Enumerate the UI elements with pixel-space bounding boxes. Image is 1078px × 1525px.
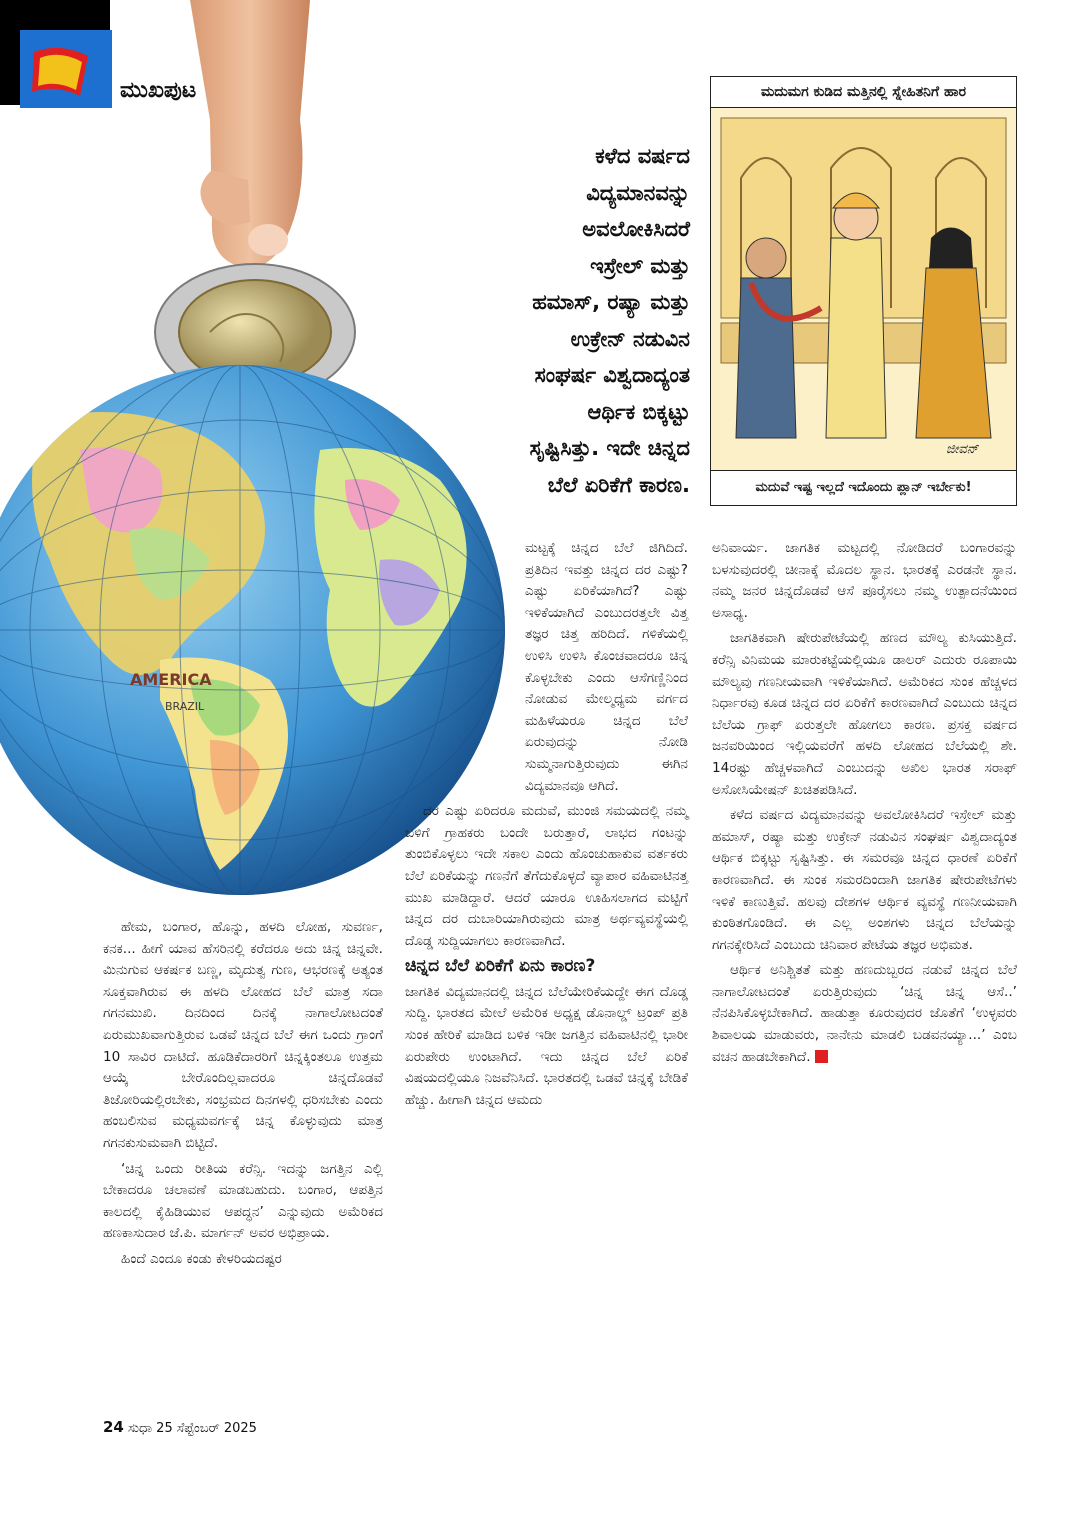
article-paragraph: ‘ಚಿನ್ನ ಒಂದು ರೀತಿಯ ಕರೆನ್ಸಿ. ಇದನ್ನು ಜಗತ್ತಿನ ಎಲ್ಲಿ ಬೇಕಾದರೂ ಚಲಾವಣೆ ಮಾಡಬಹುದು. ಬಂಗಾರ, ಆಪತ್ತಿನ ಕಾಲದಲ್ಲಿ ಕೈಹಿಡಿಯುವ ಆಪದ್ಧನ’ ಎನ್ನುವುದು ಅಮೆರಿಕದ ಹಣಕಾಸುದಾರ ಜೆ.ಪಿ. ಮಾರ್ಗನ್ ಅವರ ಅಭಿಪ್ರಾಯ. <box>103 1160 383 1242</box>
article-paragraph: ಅನಿವಾರ್ಯ. ಜಾಗತಿಕ ಮಟ್ಟದಲ್ಲಿ ನೋಡಿದರೆ ಬಂಗಾರವನ್ನು ಬಳಸುವುದರಲ್ಲಿ ಚೀನಾಕ್ಕೆ ಮೊದಲ ಸ್ಥಾನ. ಭಾರತಕ್ಕೆ ಎರಡನೇ ಸ್ಥಾನ. ನಮ್ಮ ಜನರ ಚಿನ್ನದೊಡವೆ ಆಸೆ ಪೂರೈಸಲು ನಮ್ಮ ಉತ್ಪಾದನೆಯಿಂದ ಅಸಾಧ್ಯ. <box>712 540 1017 621</box>
cartoonist-signature: ಜೀವನ್ <box>946 442 979 457</box>
article-paragraph: ಹೇಮ, ಬಂಗಾರ, ಹೊನ್ನು, ಹಳದಿ ಲೋಹ, ಸುವರ್ಣ, ಕನಕ... ಹೀಗೆ ಯಾವ ಹೆಸರಿನಲ್ಲಿ ಕರೆದರೂ ಅದು ಚಿನ್ನ ಚಿನ್ನವೇ. ಮಿನುಗುವ ಆಕರ್ಷಕ ಬಣ್ಣ, ಮೃದುತ್ವ ಗುಣ, ಆಭರಣಕ್ಕೆ ಅತ್ಯಂತ ಸೂಕ್ತವಾಗಿರುವ ಈ ಹಳದಿ ಲೋಹದ ಬೆಲೆ ಮಾತ್ರ ಸದಾ ಗಗನಮುಖಿ. ದಿನದಿಂದ ದಿನಕ್ಕೆ ನಾಗಾಲೋಟದಂತೆ ಏರುಮುಖವಾಗುತ್ತಿರುವ ಒಡವೆ ಚಿನ್ನದ ಬೆಲೆ ಈಗ ಒಂದು ಗ್ರಾಂಗೆ 10 ಸಾವಿರ ದಾಟಿದೆ. ಹೂಡಿಕೆದಾರರಿಗೆ ಚಿನ್ನಕ್ಕಿಂತಲೂ ಉತ್ತಮ ಆಯ್ಕೆ ಬೇರೊಂದಿಲ್ಲವಾದರೂ ಚಿನ್ನದೊಡವೆ ತಿಜೋರಿಯಲ್ಲಿರಬೇಕು, ಸಂಭ್ರಮದ ದಿನಗಳಲ್ಲಿ ಧರಿಸಬೇಕು ಎಂದು ಹಂಬಲಿಸುವ ಮಧ್ಯಮವರ್ಗಕ್ಕೆ ಚಿನ್ನ ಕೊಳ್ಳುವುದು ಮಾತ್ರ ಗಗನಕುಸುಮವಾಗಿ ಬಿಟ್ಟಿದೆ. <box>103 919 383 1151</box>
pull-quote-line: ಕಳೆದ ವರ್ಷದ <box>595 144 690 168</box>
pull-quote-line: ಸಂಘರ್ಷ ವಿಶ್ವದಾದ್ಯಂತ <box>534 363 690 387</box>
pull-quote-line: ಸೃಷ್ಟಿಸಿತ್ತು. ಇದೇ ಚಿನ್ನದ <box>529 436 690 460</box>
pull-quote-line: ಉಕ್ರೇನ್ ನಡುವಿನ <box>570 326 690 351</box>
magazine-issue: ಸುಧಾ 25 ಸೆಪ್ಟೆಂಬರ್ 2025 <box>128 1421 257 1436</box>
article-paragraph <box>712 960 1017 1068</box>
pull-quote-line: ಅವಲೋಕಿಸಿದರೆ <box>582 217 690 241</box>
pull-quote-line: ವಿದ್ಯಮಾನವನ್ನು <box>586 180 690 205</box>
article-paragraph: ಹಿಂದೆ ಎಂದೂ ಕಂಡು ಕೇಳರಿಯದಷ್ಟರ <box>121 1250 282 1267</box>
cartoon-panel <box>710 76 1017 506</box>
logo-book-icon <box>30 42 92 100</box>
article-column-left <box>103 917 383 1275</box>
hand-illustration <box>150 0 320 300</box>
page-folio <box>103 1418 257 1436</box>
pull-quote <box>440 138 690 503</box>
page-number: 24 <box>103 1418 124 1436</box>
pull-quote-line: ಹಮಾಸ್, ರಷ್ಯಾ ಮತ್ತು <box>532 290 690 314</box>
cartoon-illustration <box>711 108 1016 470</box>
article-subheading: ಚಿನ್ನದ ಬೆಲೆ ಏರಿಕೆಗೆ ಏನು ಕಾರಣ? <box>405 956 596 977</box>
globe-label-brazil: BRAZIL <box>165 700 205 713</box>
pull-quote-line: ಇಸ್ರೇಲ್ ಮತ್ತು <box>590 253 690 278</box>
pull-quote-line: ಆರ್ಥಿಕ ಬಿಕ್ಕಟ್ಟು <box>587 399 690 424</box>
article-paragraph: ಜಾಗತಿಕವಾಗಿ ಷೇರುಪೇಟೆಯಲ್ಲಿ ಹಣದ ಮೌಲ್ಯ ಕುಸಿಯುತ್ತಿದೆ. ಕರೆನ್ಸಿ ವಿನಿಮಯ ಮಾರುಕಟ್ಟೆಯಲ್ಲಿಯೂ ಡಾಲರ್ ಎದುರು ರೂಪಾಯಿ ಮೌಲ್ಯವು ಗಣನೀಯವಾಗಿ ಇಳಿಕೆಯಾಗಿದೆ. ಅಮೆರಿಕದ ಸುಂಕ ಹೆಚ್ಚಳದ ನಿರ್ಧಾರವು ಕೂಡ ಚಿನ್ನದ ದರ ಏರಿಕೆಗೆ ಕಾರಣವಾಗಿದೆ ಎಂಬುದು ಚಿನ್ನದ ಬೆಲೆಯ ಗ್ರಾಫ್ ಏರುತ್ತಲೇ ಹೋಗಲು ಕಾರಣ. ಪ್ರಸಕ್ತ ವರ್ಷದ ಜನವರಿಯಿಂದ ಇಲ್ಲಿಯವರೆಗೆ ಹಳದಿ ಲೋಹದ ಬೆಲೆಯಲ್ಲಿ ಶೇ. 14ರಷ್ಟು ಹೆಚ್ಚಳವಾಗಿದೆ ಎಂಬುದನ್ನು ಅಖಿಲ ಭಾರತ ಸರಾಫ್ ಅಸೋಸಿಯೇಷನ್ ಖಚಿತಪಡಿಸಿದೆ. <box>712 630 1017 798</box>
article-paragraph: ಮಟ್ಟಕ್ಕೆ ಚಿನ್ನದ ಬೆಲೆ ಜಿಗಿದಿದೆ. ಪ್ರತಿದಿನ ಇವತ್ತು ಚಿನ್ನದ ದರ ಎಷ್ಟು? ಎಷ್ಟು ಏರಿಕೆಯಾಗಿದೆ? ಎಷ್ಟು ಇಳಿಕೆಯಾಗಿದೆ ಎಂಬುದರತ್ತಲೇ ವಿತ್ತ ತಜ್ಞರ ಚಿತ್ತ ಹರಿದಿದೆ. ಗಳಿಕೆಯಲ್ಲಿ ಉಳಿಸಿ ಉಳಿಸಿ ಕೊಂಚವಾದರೂ ಚಿನ್ನ ಕೊಳ್ಳಬೇಕು ಎಂದು ಆಸೆಗಣ್ಣಿನಿಂದ ನೋಡುವ ಮೇಲ್ಮಧ್ಯಮ ವರ್ಗದ ಮಹಿಳೆಯರೂ ಚಿನ್ನದ ಬೆಲೆ ಏರುವುದನ್ನು ನೋಡಿ ಸುಮ್ಮನಾಗುತ್ತಿರುವುದು ಈಗಿನ ವಿದ್ಯಮಾನವೂ ಆಗಿದೆ. <box>525 540 688 794</box>
article-paragraph: ಜಾಗತಿಕ ವಿದ್ಯಮಾನದಲ್ಲಿ ಚಿನ್ನದ ಬೆಲೆಯೇರಿಕೆಯದ್ದೇ ಈಗ ದೊಡ್ಡ ಸುದ್ದಿ. ಭಾರತದ ಮೇಲೆ ಅಮೆರಿಕ ಅಧ್ಯಕ್ಷ ಡೊನಾಲ್ಡ್ ಟ್ರಂಪ್ ಪ್ರತಿ ಸುಂಕ ಹೇರಿಕೆ ಮಾಡಿದ ಬಳಿಕ ಇಡೀ ಜಗತ್ತಿನ ವಹಿವಾಟಿನಲ್ಲಿ ಭಾರೀ ಏರುಪೇರು ಉಂಟಾಗಿದೆ. ಇದು ಚಿನ್ನದ ಬೆಲೆ ಏರಿಕೆ ವಿಷಯದಲ್ಲಿಯೂ ನಿಜವೆನಿಸಿದೆ. ಭಾರತದಲ್ಲಿ ಒಡವೆ ಚಿನ್ನಕ್ಕೆ ಬೇಡಿಕೆ ಹೆಚ್ಚು. ಹೀಗಾಗಿ ಚಿನ್ನದ ಆಮದು <box>405 983 688 1108</box>
article-column-middle <box>405 538 688 1115</box>
globe-label-america: AMERICA <box>130 670 212 689</box>
end-mark-icon <box>815 1050 828 1063</box>
article-paragraph-text: ಆರ್ಥಿಕ ಅನಿಶ್ಚಿತತೆ ಮತ್ತು ಹಣದುಬ್ಬರದ ನಡುವೆ ಚಿನ್ನದ ಬೆಲೆ ನಾಗಾಲೋಟದಂತೆ ಏರುತ್ತಿರುವುದು ‘ಚಿನ್ನ ಚಿನ್ನ ಆಸೆ..’ ನೆನಪಿಸಿಕೊಳ್ಳಬೇಕಾಗಿದೆ. ಹಾಡುತ್ತಾ ಕೂರುವುದರ ಜೊತೆಗೆ ‘ಉಳ್ಳವರು ಶಿವಾಲಯ ಮಾಡುವರು, ನಾನೇನು ಮಾಡಲಿ ಬಡವನಯ್ಯಾ...’ ಎಂಬ ವಚನ ಹಾಡಬೇಕಾಗಿದೆ. <box>712 962 1017 1065</box>
pull-quote-line: ಬೆಲೆ ಏರಿಕೆಗೆ ಕಾರಣ. <box>547 472 690 497</box>
cartoon-bottom-caption: ಮದುವೆ ಇಷ್ಟ ಇಲ್ಲದೆ ಇದೊಂದು ಪ್ಲಾನ್ ಇರ್ಬೇಕು! <box>711 470 1016 505</box>
article-paragraph: ಕಳೆದ ವರ್ಷದ ವಿದ್ಯಮಾನವನ್ನು ಅವಲೋಕಿಸಿದರೆ ಇಸ್ರೇಲ್ ಮತ್ತು ಹಮಾಸ್, ರಷ್ಯಾ ಮತ್ತು ಉಕ್ರೇನ್ ನಡುವಿನ ಸಂಘರ್ಷ ವಿಶ್ವದಾದ್ಯಂತ ಆರ್ಥಿಕ ಬಿಕ್ಕಟ್ಟು ಸೃಷ್ಟಿಸಿತ್ತು. ಈ ಸಮರವೂ ಚಿನ್ನದ ಧಾರಣೆ ಏರಿಕೆಗೆ ಕಾರಣವಾಗಿದೆ. ಈ ಸುಂಕ ಸಮರದಿಂದಾಗಿ ಜಾಗತಿಕ ಷೇರುಪೇಟೆಗಳು ಇಳಿಕೆ ಕಾಣುತ್ತಿವೆ. ಹಲವು ದೇಶಗಳ ಆರ್ಥಿಕ ವ್ಯವಸ್ಥೆ ಗಣನೀಯವಾಗಿ ಕುಂಠಿತಗೊಂಡಿದೆ. ಈ ಎಲ್ಲ ಅಂಶಗಳು ಚಿನ್ನದ ಬೆಲೆಯನ್ನು ಗಗನಕ್ಕೇರಿಸಿದೆ ಎಂಬುದು ಚಿನಿವಾರ ಪೇಟೆಯ ತಜ್ಞರ ಅಭಿಮತ. <box>712 807 1017 953</box>
article-column-right <box>712 538 1017 1072</box>
section-label: ಮುಖಪುಟ <box>120 78 197 103</box>
cartoon-top-caption: ಮದುಮಗ ಕುಡಿದ ಮತ್ತಿನಲ್ಲಿ ಸ್ನೇಹಿತನಿಗೆ ಹಾರ <box>711 77 1016 108</box>
article-paragraph: ದರ ಎಷ್ಟು ಏರಿದರೂ ಮದುವೆ, ಮುಂಜಿ ಸಮಯದಲ್ಲಿ ನಮ್ಮ ಬಳಿಗೆ ಗ್ರಾಹಕರು ಬಂದೇ ಬರುತ್ತಾರೆ, ಲಾಭದ ಗಂಟನ್ನು ತುಂಬಿಕೊಳ್ಳಲು ಇದೇ ಸಕಾಲ ಎಂದು ಹೊಂಚುಹಾಕುವ ವರ್ತಕರು ಬೆಲೆ ಏರಿಕೆಯನ್ನು ಗಣನೆಗೆ ತೆಗೆದುಕೊಳ್ಳದೆ ವ್ಯಾಪಾರ ವಹಿವಾಟಿನತ್ತ ಮುಖ ಮಾಡಿದ್ದಾರೆ. ಆದರೆ ಯಾರೂ ಊಹಿಸಲಾಗದ ಮಟ್ಟಿಗೆ ಚಿನ್ನದ ದರ ದುಬಾರಿಯಾಗಿರುವುದು ಮಾತ್ರ ಅರ್ಥವ್ಯವಸ್ಥೆಯಲ್ಲಿ ದೊಡ್ಡ ಸುದ್ದಿಯಾಗಲು ಕಾರಣವಾಗಿದೆ. <box>405 803 688 949</box>
